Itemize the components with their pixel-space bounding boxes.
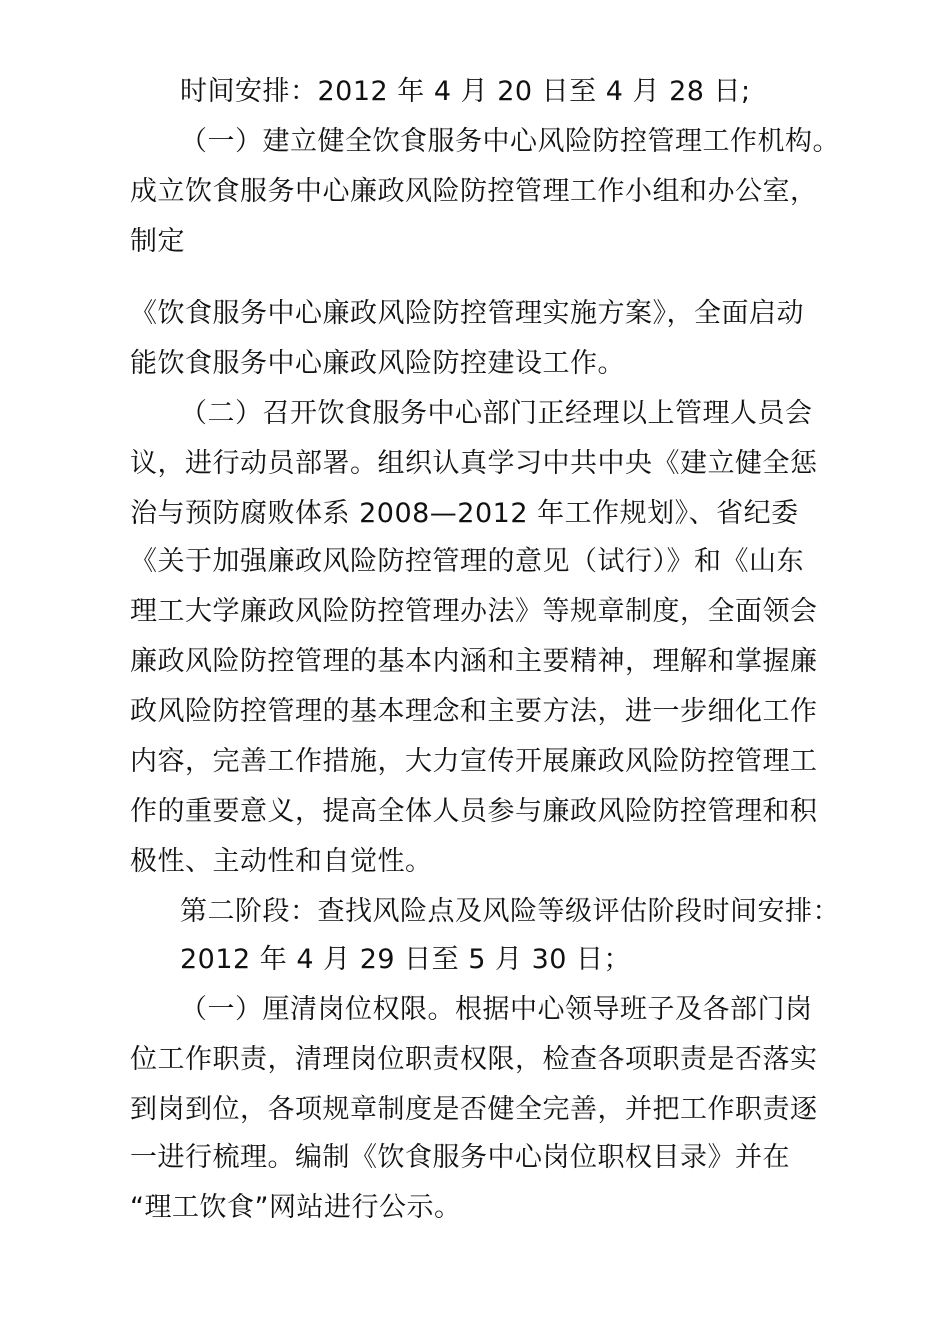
text-line-10: 理工大学廉政风险防控管理办法》等规章制度，全面领会 (130, 596, 818, 627)
text-line-12: 政风险防控管理的基本理念和主要方法，进一步细化工作 (130, 696, 818, 727)
text-line-15: 极性、主动性和自觉性。 (130, 846, 433, 877)
text-line-14: 作的重要意义，提高全体人员参与廉政风险防控管理和积 (130, 796, 818, 827)
text-line-phase2-heading: 第二阶段：查找风险点及风险等级评估阶段时间安排： (180, 896, 840, 927)
text-line-21: 一进行梳理。编制《饮食服务中心岗位职权目录》并在 (130, 1142, 790, 1173)
text-line-20: 到岗到位，各项规章制度是否健全完善，并把工作职责逐 (130, 1094, 818, 1125)
text-line-6-heading: （二）召开饮食服务中心部门正经理以上管理人员会 (180, 398, 813, 429)
text-line-11: 廉政风险防控管理的基本内涵和主要精神，理解和掌握廉 (130, 646, 818, 677)
text-line-18-heading: （一）厘清岗位权限。根据中心领导班子及各部门岗 (180, 994, 813, 1025)
text-line-schedule-phase1: 时间安排：2012 年 4 月 20 日至 4 月 28 日; (180, 76, 751, 107)
text-line-7: 议，进行动员部署。组织认真学习中共中央《建立健全惩 (130, 448, 818, 479)
text-line-22: “理工饮食”网站进行公示。 (130, 1192, 462, 1223)
text-line-8: 治与预防腐败体系 2008—2012 年工作规划》、省纪委 (130, 498, 799, 529)
text-line-5: 能饮食服务中心廉政风险防控建设工作。 (130, 348, 625, 379)
text-line-19: 位工作职责，清理岗位职责权限，检查各项职责是否落实 (130, 1044, 818, 1075)
text-line-2: 成立饮食服务中心廉政风险防控管理工作小组和办公室， (130, 176, 818, 207)
text-line-9: 《关于加强廉政风险防控管理的意见（试行）》和《山东 (130, 546, 804, 577)
text-line-4: 《饮食服务中心廉政风险防控管理实施方案》，全面启动 (130, 298, 804, 329)
text-line-3: 制定 (130, 226, 185, 257)
text-line-13: 内容，完善工作措施，大力宣传开展廉政风险防控管理工 (130, 746, 818, 777)
text-line-1-heading: （一）建立健全饮食服务中心风险防控管理工作机构。 (180, 126, 840, 157)
text-line-schedule-phase2: 2012 年 4 月 29 日至 5 月 30 日； (180, 944, 632, 975)
